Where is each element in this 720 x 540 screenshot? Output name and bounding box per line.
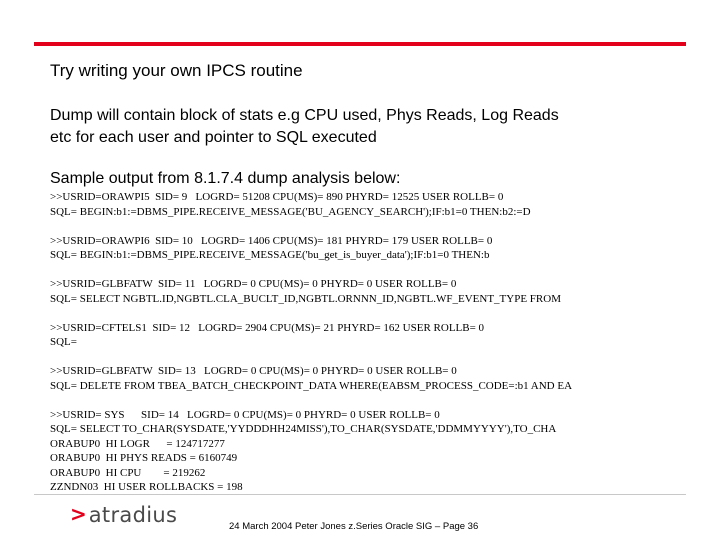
dump-line: SQL= BEGIN:b1:=DBMS_PIPE.RECEIVE_MESSAGE('bu_get_is_buyer_data');IF:b1=0 THEN:b	[50, 249, 490, 261]
dump-line: ORABUP0 HI PHYS READS = 6160749	[50, 452, 238, 464]
dump-line: >>USRID=CFTELS1 SID= 12 LOGRD= 2904 CPU(MS)= 21 PHYRD= 162 USER ROLLB= 0	[50, 321, 485, 334]
dump-line: >>USRID=ORAWPI5 SID= 9 LOGRD= 51208 CPU(MS)= 890 PHYRD= 12525 USER ROLLB= 0	[50, 191, 504, 203]
dump-block	[50, 234, 650, 263]
top-accent-rule	[34, 42, 686, 46]
slide-title: Try writing your own IPCS routine	[50, 61, 303, 80]
atradius-logo	[70, 500, 177, 530]
logo-text: atradius	[88, 503, 178, 527]
dump-line: ORABUP0 HI LOGR = 124717277	[50, 437, 225, 450]
dump-output	[50, 190, 650, 509]
sample-heading: Sample output from 8.1.7.4 dump analysis below:	[50, 170, 401, 187]
dump-line: >>USRID=GLBFATW SID= 13 LOGRD= 0 CPU(MS)= 0 PHYRD= 0 USER ROLLB= 0	[50, 365, 457, 377]
dump-line: SQL= SELECT NGBTL.ID,NGBTL.CLA_BUCLT_ID,NGBTL.ORNNN_ID,NGBTL.WF_EVENT_TYPE FROM	[50, 292, 561, 305]
dump-block	[50, 277, 650, 306]
dump-line: SQL= DELETE FROM TBEA_BATCH_CHECKPOINT_DATA WHERE(EABSM_PROCESS_CODE=:b1 AND EA	[50, 379, 573, 392]
description-line: etc for each user and pointer to SQL executed	[50, 129, 377, 146]
chevron-logo-icon: >	[70, 502, 87, 526]
dump-block	[50, 321, 650, 350]
dump-line: >>USRID= SYS SID= 14 LOGRD= 0 CPU(MS)= 0 PHYRD= 0 USER ROLLB= 0	[50, 408, 440, 421]
dump-block	[50, 364, 650, 393]
dump-line: >>USRID=ORAWPI6 SID= 10 LOGRD= 1406 CPU(MS)= 181 PHYRD= 179 USER ROLLB= 0	[50, 234, 493, 247]
dump-line: ORABUP0 HI CPU = 219262	[50, 466, 206, 479]
dump-line: SQL= SELECT TO_CHAR(SYSDATE,'YYDDDHH24MISS'),TO_CHAR(SYSDATE,'DDMMYYYY'),TO_CHA	[50, 423, 557, 435]
footer-text: 24 March 2004 Peter Jones z.Series Oracle SIG – Page 36	[229, 521, 479, 532]
dump-line: SQL= BEGIN:b1:=DBMS_PIPE.RECEIVE_MESSAGE('BU_AGENCY_SEARCH');IF:b1=0 THEN:b2:=D	[50, 205, 531, 218]
footer-rule	[34, 494, 686, 495]
dump-block	[50, 408, 650, 495]
dump-line: SQL=	[50, 336, 77, 348]
dump-line: >>USRID=GLBFATW SID= 11 LOGRD= 0 CPU(MS)= 0 PHYRD= 0 USER ROLLB= 0	[50, 278, 457, 290]
description-paragraph	[50, 105, 690, 149]
dump-block	[50, 190, 650, 219]
dump-line: ZZNDN03 HI USER ROLLBACKS = 198	[50, 481, 243, 493]
description-line: Dump will contain block of stats e.g CPU used, Phys Reads, Log Reads	[50, 107, 559, 124]
